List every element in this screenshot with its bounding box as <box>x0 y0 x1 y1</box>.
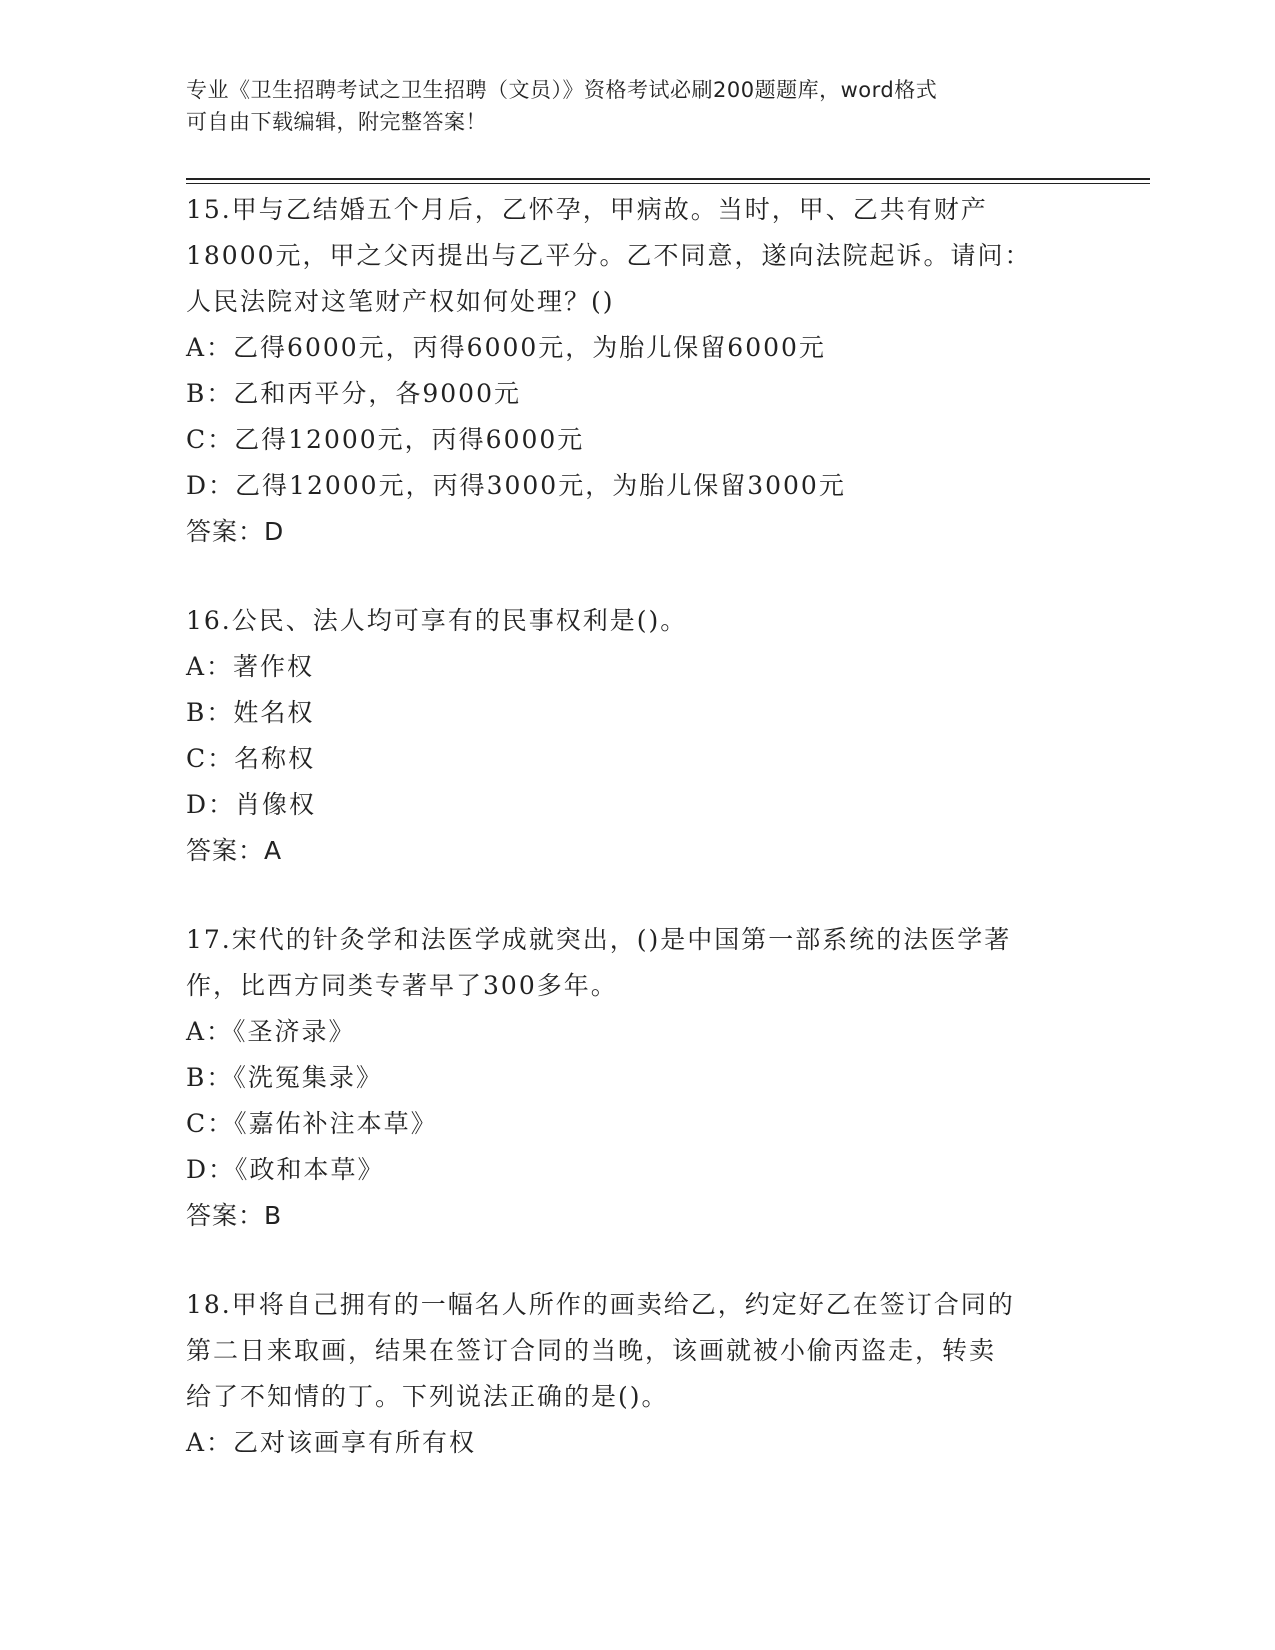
option-a: A：《圣济录》 <box>186 1017 356 1046</box>
question-text-line: 作，比西方同类专著早了300多年。 <box>186 971 618 1000</box>
header-line-2: 可自由下载编辑，附完整答案！ <box>186 110 487 134</box>
question-text-line: 人民法院对这笔财产权如何处理？() <box>186 287 615 316</box>
question-16 <box>186 598 1106 874</box>
question-15 <box>186 187 1106 555</box>
question-17 <box>186 917 1106 1239</box>
document-header <box>186 74 1086 138</box>
option-c: C：《嘉佑补注本草》 <box>186 1109 438 1138</box>
question-text-line: 18000元，甲之父丙提出与乙平分。乙不同意，遂向法院起诉。请问： <box>186 241 1032 270</box>
question-text-line: 15.甲与乙结婚五个月后，乙怀孕，甲病故。当时，甲、乙共有财产 <box>186 195 988 224</box>
question-18 <box>186 1282 1106 1466</box>
option-a: A：乙对该画享有所有权 <box>186 1428 477 1457</box>
option-d: D：乙得12000元，丙得3000元，为胎儿保留3000元 <box>186 471 846 500</box>
question-text-line: 给了不知情的丁。下列说法正确的是()。 <box>186 1382 669 1411</box>
header-line-1: 专业《卫生招聘考试之卫生招聘（文员）》资格考试必刷200题题库，word格式 <box>186 78 938 102</box>
option-c: C：名称权 <box>186 744 316 773</box>
option-d: D：《政和本草》 <box>186 1155 385 1184</box>
option-b: B：乙和丙平分，各9000元 <box>186 379 521 408</box>
option-a: A：著作权 <box>186 652 315 681</box>
option-c: C：乙得12000元，丙得6000元 <box>186 425 585 454</box>
option-a: A：乙得6000元，丙得6000元，为胎儿保留6000元 <box>186 333 826 362</box>
answer-label: 答案：A <box>186 836 283 865</box>
option-b: B：《洗冤集录》 <box>186 1063 383 1092</box>
question-text-line: 16.公民、法人均可享有的民事权利是()。 <box>186 606 688 635</box>
question-list <box>186 187 1106 1509</box>
header-divider-thin <box>186 183 1150 184</box>
answer-label: 答案：B <box>186 1201 283 1230</box>
header-divider-thick <box>186 178 1150 180</box>
question-text-line: 18.甲将自己拥有的一幅名人所作的画卖给乙，约定好乙在签订合同的 <box>186 1290 1015 1319</box>
question-text-line: 17.宋代的针灸学和法医学成就突出，()是中国第一部系统的法医学著 <box>186 925 1012 954</box>
answer-label: 答案：D <box>186 517 285 546</box>
question-text-line: 第二日来取画，结果在签订合同的当晚，该画就被小偷丙盗走，转卖 <box>186 1336 997 1365</box>
option-b: B：姓名权 <box>186 698 315 727</box>
option-d: D：肖像权 <box>186 790 317 819</box>
